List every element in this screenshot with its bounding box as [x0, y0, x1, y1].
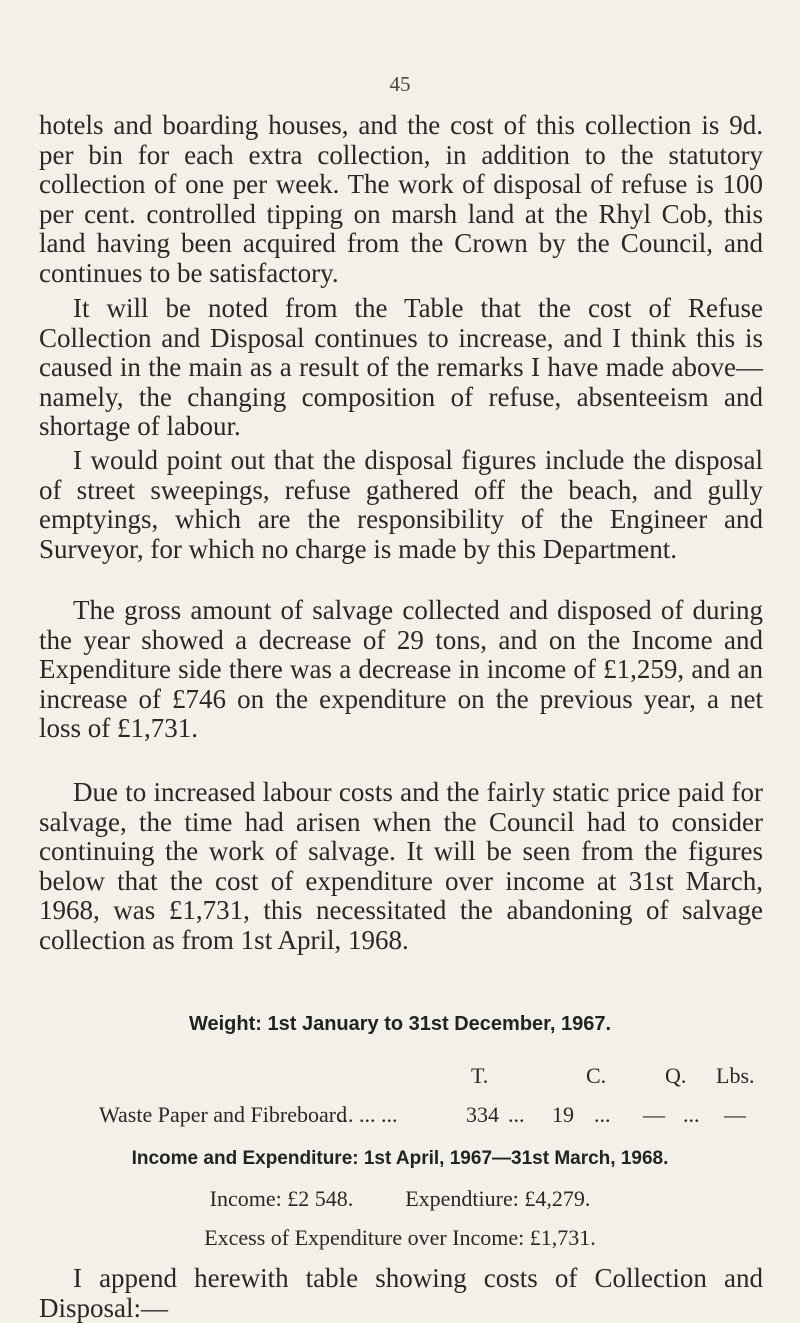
- closing-paragraph: [39, 1264, 763, 1323]
- paragraph-text: I append herewith table showing costs of Collection and Disposal:—: [39, 1263, 763, 1323]
- excess-line: Excess of Expenditure over Income: £1,731.: [204, 1225, 596, 1250]
- page-number: 45: [389, 72, 411, 96]
- unit-pounds: Lbs.: [716, 1063, 755, 1088]
- weight-heading: Weight: 1st January to 31st December, 1967.: [188, 1013, 612, 1035]
- weight-row-waste-paper: [0, 1102, 800, 1132]
- row-leader-dots: ... ... ...: [337, 1102, 398, 1127]
- paragraph-text: The gross amount of salvage collected and disposed of during the year showed a decrease of 29 tons, and on the Income and Expenditure side there was a decrease in income of £1,259, and an increase of £746 on the expenditure on the previous year, a net loss of £1,731.: [39, 595, 763, 743]
- weight-units-header: [0, 1063, 800, 1093]
- unit-quarters: Q.: [665, 1063, 687, 1088]
- expenditure-value: Expendtiure: £4,279.: [405, 1186, 591, 1211]
- income-value: Income: £2 548.: [209, 1186, 354, 1211]
- unit-tons: T.: [471, 1063, 489, 1088]
- paragraph-text: It will be noted from the Table that the cost of Refuse Collection and Disposal continues to increase, and I think this is caused in the main as a result of the remarks I have made above—namely, the changing composition of refuse, absenteeism and shortage of labour.: [39, 293, 763, 441]
- row-separator: ...: [594, 1102, 611, 1127]
- row-pounds: —: [724, 1102, 746, 1127]
- paragraph-text: I would point out that the disposal figures include the disposal of street sweepings, refuse gathered off the beach, and gully emptyings, which are the responsibility of the Engineer and Surveyor, for which no charge is made by this Department.: [39, 445, 763, 564]
- paragraph-text: Due to increased labour costs and the fairly static price paid for salvage, the time had arisen when the Council had to consider continuing the work of salvage. It will be seen from the figures below that the cost of expenditure over income at 31st March, 1968, was £1,731, this necessitated the abandoning of salvage collection as from 1st April, 1968.: [39, 777, 763, 955]
- row-tons: 334: [466, 1102, 499, 1127]
- unit-hundredweight: C.: [586, 1063, 607, 1088]
- paragraph-salvage-amount: [39, 596, 763, 744]
- paragraph-cost-increase: [39, 294, 763, 442]
- row-hundredweight: 19: [552, 1102, 574, 1127]
- income-expenditure-line: [0, 1186, 800, 1212]
- row-quarters: —: [643, 1102, 665, 1127]
- row-separator: ...: [683, 1102, 700, 1127]
- row-label: Waste Paper and Fibreboard: [99, 1102, 348, 1127]
- row-separator: ...: [508, 1102, 525, 1127]
- paragraph-refuse-collection: hotels and boarding houses, and the cost of this collection is 9d. per bin for each extra collection, in addition to the statutory collection of one per week. The work of disposal of refuse is 100 per cent. controlled tipping on marsh land at the Rhyl Cob, this land having been acquired from the Crown by the Council, and continues to be satisfactory.: [39, 110, 763, 288]
- paragraph-salvage-abandoned: [39, 778, 763, 955]
- paragraph-disposal-figures: [39, 446, 763, 564]
- income-expenditure-heading: Income and Expenditure: 1st April, 1967—31st March, 1968.: [131, 1148, 669, 1169]
